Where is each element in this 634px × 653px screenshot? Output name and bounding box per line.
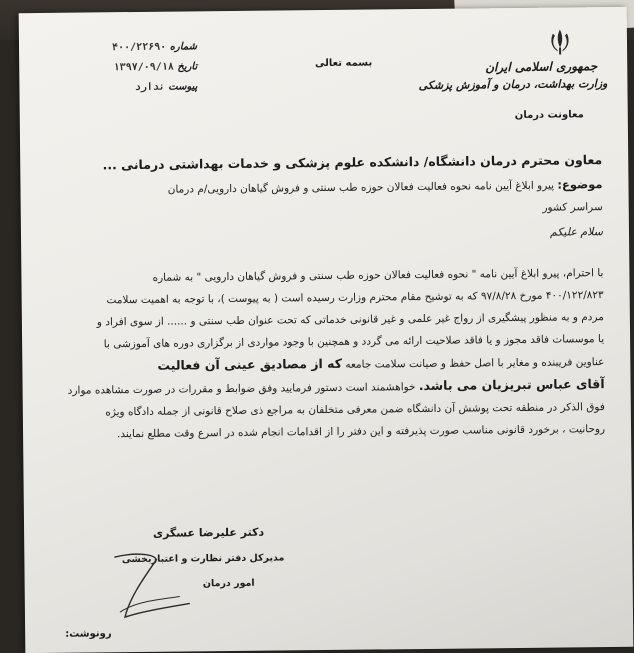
number-row <box>37 41 197 63</box>
handwritten-signature-icon <box>94 541 225 632</box>
department-name: معاونت درمان <box>514 109 584 122</box>
date-value: ۱۳۹۷/۰۹/۱۸ <box>113 61 174 74</box>
subject <box>62 177 602 197</box>
iran-emblem-icon <box>549 27 571 55</box>
attachment-value: ندارد <box>134 81 165 93</box>
subject-line-1: پیرو ابلاغ آیین نامه نحوه فعالیت فعالان حوزه طب سنتی و فروش گیاهان دارویی/م درمان <box>167 179 555 196</box>
signer-unit: امور درمان <box>202 577 255 590</box>
body-line-5-bold: که از مصادیق عینی آن فعالیت <box>157 355 343 373</box>
number-label: شماره <box>169 41 198 53</box>
body-line: با احترام، پیرو ابلاغ آیین نامه " نحوه فعالیت فعالان حوزه طب سنتی و فروش گیاهان دارویی " به شماره <box>152 267 604 284</box>
body-line-5-normal: عناوین فریبنده و مغایر با اصل حفظ و صیانت سلامت جامعه <box>345 356 605 371</box>
body-line: فوق الذکر در منطقه تحت پوشش آن دانشگاه ضمن معرفی متخلفان به مراجع ذی صلاح قانونی از جمله دادگاه ویژه <box>105 401 605 419</box>
body-line-6-bold: آقای عباس تبریزیان می باشد. <box>418 376 605 394</box>
body-line-6-normal: خواهشمند است دستور فرمایید وفق ضوابط و مقررات در صورت مشاهده موارد <box>67 381 416 397</box>
meta-block <box>37 41 198 103</box>
date-row <box>37 61 197 83</box>
attachment-row <box>37 81 197 103</box>
cc-label: رونوشت: <box>65 628 112 640</box>
attachment-label: پیوست <box>168 81 198 93</box>
subject-line-2: سراسر کشور <box>542 201 603 214</box>
letter-page <box>19 7 634 653</box>
body-line: روحانیت ، برخورد قانونی مناسب صورت پذیرفته و این دفتر را از اقدامات انجام شده در اسرع وقت مطلع نمایند. <box>116 423 606 441</box>
body-line: ۴۰۰/۱۲۲/۸۲۳ مورخ ۹۷/۸/۲۸ که به توشیح مقام محترم وزارت رسیده است ( به پیوست )، با توجه به اهمیت سلامت <box>106 289 604 307</box>
ministry-name: وزارت بهداشت، درمان و آموزش پزشکی <box>418 77 608 93</box>
greeting: سلام علیکم <box>549 225 604 239</box>
signer-name: دکتر علیرضا عسگری <box>152 525 265 540</box>
addressee: معاون محترم درمان دانشگاه/ دانشکده علوم پزشکی و خدمات بهداشتی درمانی ... <box>102 152 603 173</box>
number-value: ۴۰۰/۲۲۶۹۰ <box>112 41 167 54</box>
country-name: جمهوری اسلامی ایران <box>485 59 598 75</box>
body-line: مردم و به منظور پیشگیری از رواج غیر علمی و غیر قانونی خدماتی که تحت عنوان طب سنتی و ...... از سوی افراد و <box>96 311 604 329</box>
subject-label: موضوع: <box>557 177 603 192</box>
date-label: تاریخ <box>177 61 198 73</box>
signer-title: مدیرکل دفتر نظارت و اعتباربخشی <box>121 552 285 566</box>
invocation: بسمه تعالی <box>314 57 373 70</box>
body-line: یا موسسات فاقد مجوز و یا فاقد صلاحیت ارائه می گردد و همچنین با وجود مواردی از برگزاری دوره های آموزشی با <box>103 333 605 351</box>
letter-body <box>43 262 605 446</box>
